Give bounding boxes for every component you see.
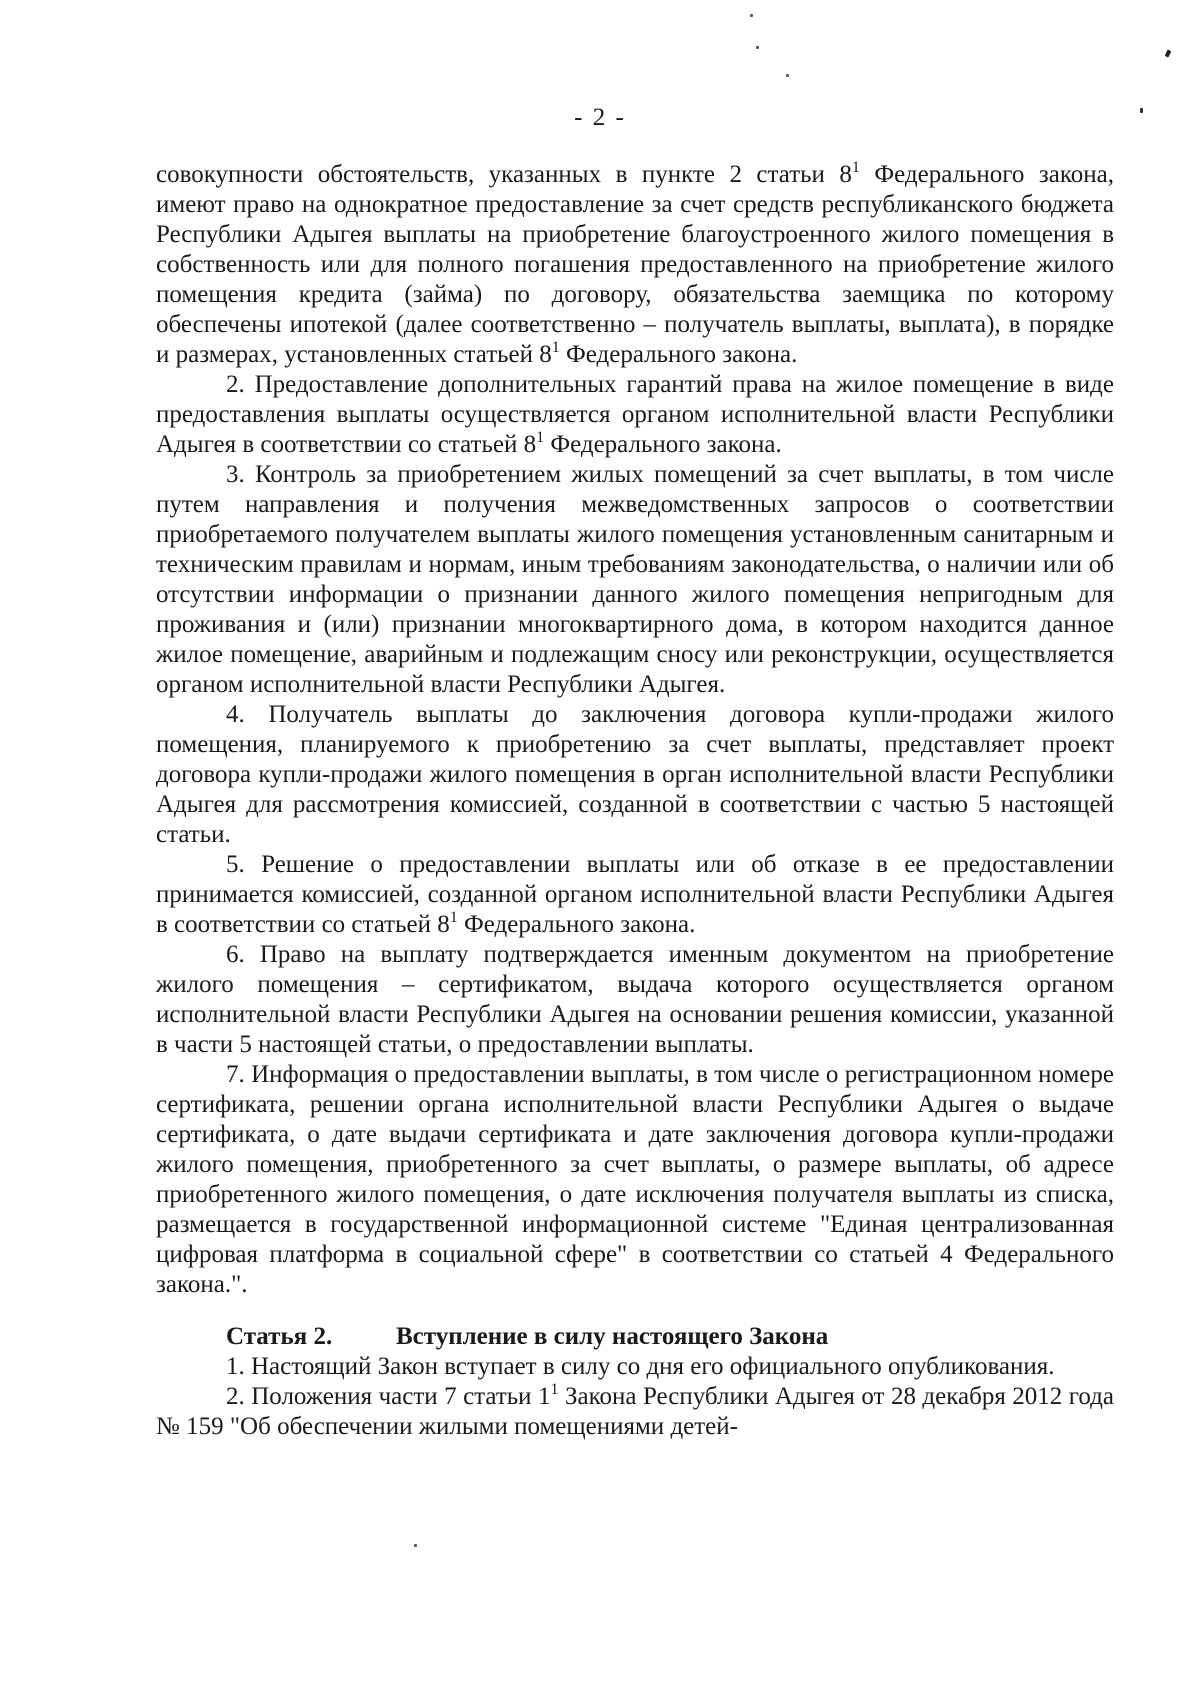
superscript: 1 <box>851 159 860 176</box>
article-2-number: Статья 2. <box>226 1323 333 1350</box>
paragraph-2-text-b: Федерального закона. <box>544 431 782 458</box>
article-2-paragraph-2-text-a: 2. Положения части 7 статьи 1 <box>226 1383 551 1410</box>
scan-speck <box>756 46 759 49</box>
article-2-paragraph-1: 1. Настоящий Закон вступает в силу со дня его официального опубликования. <box>226 1353 1055 1380</box>
lead-paragraph <box>156 160 1114 370</box>
scan-speck <box>786 74 789 77</box>
article-2-paragraph-2 <box>156 1382 1114 1442</box>
paragraph-3: 3. Контроль за приобретением жилых помещений за счет выплаты, в том числе путем направления и получения межведомственных запросов о соответствии приобретаемого получателем выплаты жилого помещения установленным санитарным и техническим правилам и нормам, иным требованиям законодательства, о наличии или об отсутствии информации о признании данного жилого помещения непригодным для проживания и (или) признании многоквартирного дома, в котором находится данное жилое помещение, аварийным и подлежащим сносу или реконструкции, осуществляется органом исполнительной власти Республики Адыгея. <box>156 461 1114 698</box>
lead-text-c: Федерального закона. <box>559 341 798 368</box>
paragraph-4: 4. Получатель выплаты до заключения договора купли-продажи жилого помещения, планируемого к приобретению за счет выплаты, представляет проект договора купли-продажи жилого помещения в орган исполнительной власти Республики Адыгея для рассмотрения комиссией, созданной в соответствии с частью 5 настоящей статьи. <box>156 701 1114 848</box>
superscript: 1 <box>550 1381 559 1398</box>
page-number: - 2 - <box>574 104 626 131</box>
article-2-paragraph-2-text-b: Закона Республики Адыгея от 28 декабря 2012 года № 159 "Об обеспечении жилыми помещениями детей- <box>156 1383 1114 1440</box>
paragraph-7: 7. Информация о предоставлении выплаты, в том числе о регистрационном номере сертификата, решении органа исполнительной власти Республики Адыгея о выдаче сертификата, о дате выдачи сертификата и дате заключения договора купли-продажи жилого помещения, приобретенного за счет выплаты, о размере выплаты, об адресе приобретенного жилого помещения, о дате исключения получателя выплаты из списка, размещается в государственной информационной системе "Единая централизованная цифровая платформа в социальной сфере" в соответствии со статьей 4 Федерального закона.". <box>156 1061 1114 1298</box>
lead-text-a: совокупности обстоятельств, указанных в пункте 2 статьи 8 <box>156 161 852 188</box>
superscript: 1 <box>449 909 458 926</box>
scan-speck <box>1140 108 1143 113</box>
scan-speck <box>1165 49 1172 57</box>
superscript: 1 <box>551 339 560 356</box>
paragraph-5-text-b: Федерального закона. <box>457 911 696 938</box>
document-body <box>156 160 1114 1442</box>
paragraph-2 <box>156 370 1114 460</box>
paragraph-2-text-a: 2. Предоставление дополнительных гарантий права на жилое помещение в виде предоставления выплаты осуществляется органом исполнительной власти Республики Адыгея в соответствии со статьей 8 <box>156 371 1114 458</box>
article-2-heading <box>226 1322 1114 1352</box>
article-2-title: Вступление в силу настоящего Закона <box>396 1323 829 1350</box>
paragraph-5 <box>156 850 1114 940</box>
scan-speck <box>414 1544 417 1547</box>
paragraph-6: 6. Право на выплату подтверждается именным документом на приобретение жилого помещения – сертификатом, выдача которого осуществляется органом исполнительной власти Республики Адыгея на основании решения комиссии, указанной в части 5 настоящей статьи, о предоставлении выплаты. <box>156 941 1114 1058</box>
lead-text-b: Федерального закона, имеют право на однократное предоставление за счет средств республиканского бюджета Республики Адыгея выплаты на приобретение благоустроенного жилого помещения в собственность или для полного погашения предоставленного на приобретение жилого помещения кредита (займа) по договору, обязательства заемщика по которому обеспечены ипотекой (далее соответственно – получатель выплаты, выплата), в порядке и размерах, установленных статьей 8 <box>156 161 1114 368</box>
superscript: 1 <box>536 429 545 446</box>
scan-speck <box>750 14 753 17</box>
paragraph-5-text-a: 5. Решение о предоставлении выплаты или об отказе в ее предоставлении принимается комиссией, созданной органом исполнительной власти Республики Адыгея в соответствии со статьей 8 <box>156 851 1114 938</box>
